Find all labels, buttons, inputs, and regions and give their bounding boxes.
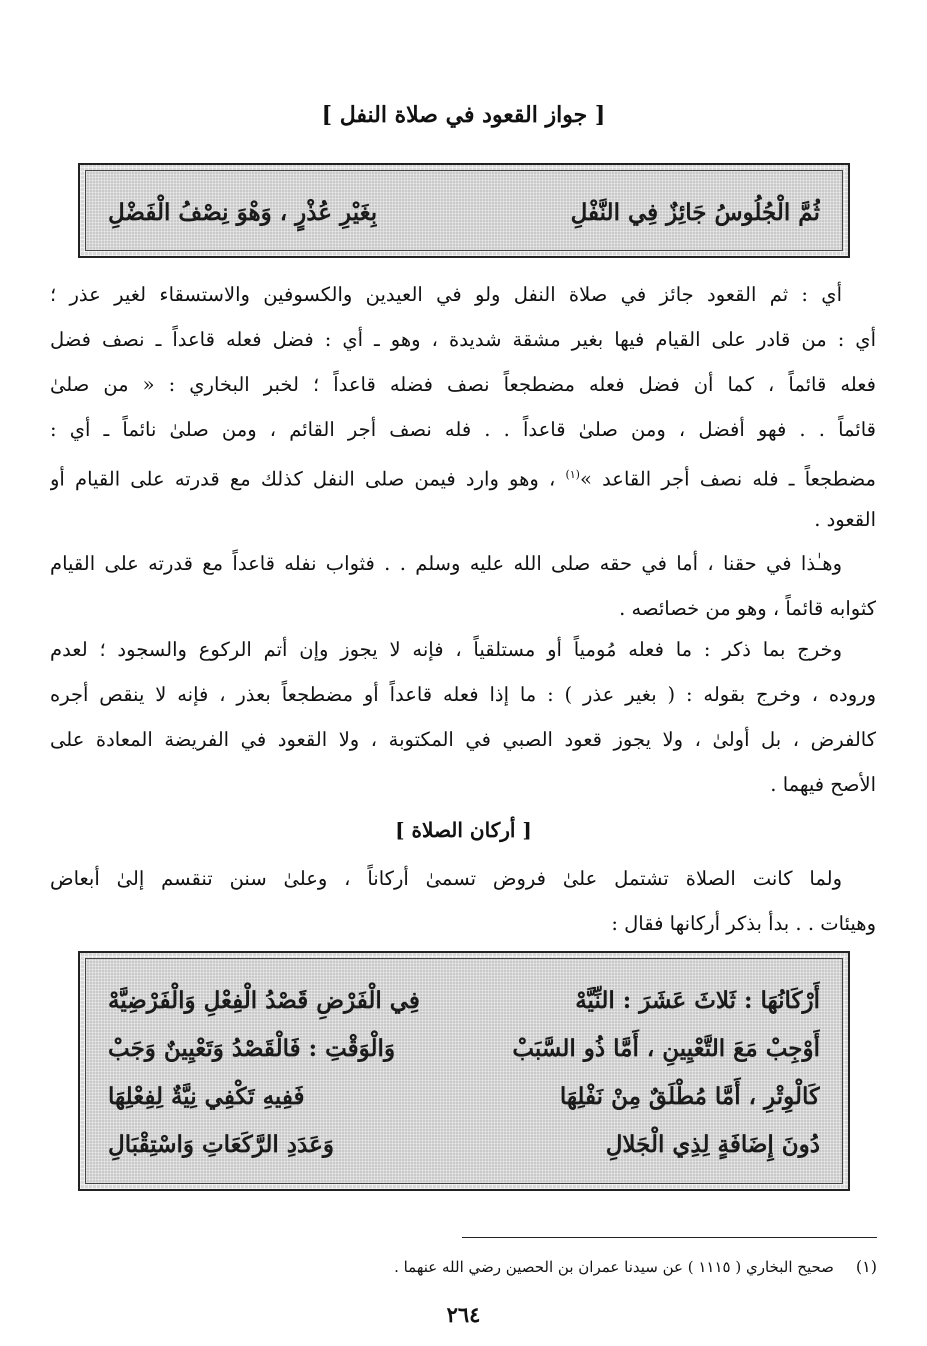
- paragraph-2-line-2: كثوابه قائماً ، وهو من خصائصه .: [619, 597, 876, 620]
- paragraph-3-line-4: الأصح فيهما .: [770, 773, 876, 796]
- footnote-number: (١): [855, 1257, 877, 1276]
- paragraph-2: [50, 541, 876, 631]
- verse-2-line-3-first-hemistich: كَالْوِتْرِ ، أَمَّا مُطْلَقٌ مِنْ نَفْلِهَا: [559, 1083, 820, 1110]
- verse-2-line-2: [86, 1025, 842, 1073]
- paragraph-3-line-1: وخرج بما ذكر : ما فعله مُومياً أو مستلقياً ، فإنه لا يجوز وإن أتم الركوع والسجود ؛ لعدم: [50, 638, 842, 661]
- verse-2-line-3: [86, 1073, 842, 1121]
- verse-box-1-inner: [85, 170, 843, 251]
- verse-1-first-hemistich: ثُمَّ الْجُلُوسُ جَائِزٌ فِي النَّفْلِ: [570, 199, 820, 226]
- footnote: [51, 1256, 877, 1278]
- footnote-text: صحيح البخاري ( ١١١٥ ) عن سيدنا عمران بن الحصين رضي الله عنهما .: [394, 1258, 834, 1276]
- verse-box-2: [78, 951, 850, 1191]
- verse-box-2-inner: [85, 958, 843, 1184]
- paragraph-1-line-1: أي : ثم القعود جائز في صلاة النفل ولو في العيدين والكسوفين والاستسقاء لغير عذر ؛: [50, 283, 842, 306]
- paragraph-3: [50, 627, 876, 807]
- paragraph-3-line-2: وروده ، وخرج بقوله : ( بغير عذر ) : ما إذا فعله قاعداً أو مضطجعاً بعذر ، فإنه لا ينقص أجره: [50, 683, 876, 706]
- verse-2-line-4-second-hemistich: وَعَدَدِ الرَّكَعَاتِ وَاسْتِقْبَالِ: [108, 1131, 334, 1158]
- verse-1-line: [86, 189, 842, 237]
- verse-2-line-2-second-hemistich: وَالْوَقْتِ : فَالْقَصْدُ وَتَعْيِينٌ وَجَبْ: [108, 1035, 396, 1062]
- verse-2-line-3-second-hemistich: فَفِيهِ تَكْفِي نِيَّةٌ لِفِعْلِهَا: [108, 1083, 305, 1110]
- page-number: ٢٦٤: [446, 1302, 481, 1327]
- section-heading-sitting-in-voluntary-prayer: [ جواز القعود في صلاة النفل ]: [321, 102, 606, 128]
- paragraph-4-line-2: وهيئات . . بدأ بذكر أركانها فقال :: [611, 912, 876, 935]
- paragraph-1-line-2: أي : من قادر على القيام فيها بغير مشقة شديدة ، وهو ـ أي : فضل فعله قاعداً ـ نصف فضل: [50, 328, 876, 351]
- verse-2-line-1: [86, 977, 842, 1025]
- paragraph-1-line-5: [50, 452, 876, 497]
- verse-2-line-1-first-hemistich: أَرْكَانُهَا : ثَلاثَ عَشَرَ : النِّيَّهْ: [575, 987, 820, 1014]
- paragraph-4: [50, 856, 876, 946]
- paragraph-2-line-1: وهـٰذا في حقنا ، أما في حقه صلى الله عليه وسلم . . فثواب نفله قاعداً مع قدرته على القيام: [50, 552, 842, 575]
- verse-2-line-4-first-hemistich: دُونَ إِضَافَةٍ لِذِي الْجَلالِ: [605, 1131, 820, 1158]
- paragraph-1-line-4: قائماً . . فهو أفضل ، ومن صلىٰ قاعداً . . فله نصف أجر القائم ، ومن صلىٰ نائماً ـ أي :: [50, 418, 876, 441]
- verse-2-line-2-first-hemistich: أَوْجِبْ مَعَ التَّعْيِينِ ، أَمَّا ذُو السَّبَبْ: [512, 1035, 820, 1062]
- verse-2-line-1-second-hemistich: فِي الْفَرْضِ قَصْدُ الْفِعْلِ وَالْفَرْضِيَّهْ: [108, 987, 420, 1014]
- paragraph-1: [50, 272, 876, 542]
- verse-2-line-4: [86, 1121, 842, 1169]
- footnote-reference[interactable]: (١): [565, 468, 580, 481]
- footnote-separator: [462, 1237, 877, 1238]
- paragraph-1-line-3: فعله قائماً ، كما أن فضل فعله مضطجعاً نصف فضله قاعداً ؛ لخبر البخاري : « من صلىٰ: [50, 373, 876, 396]
- paragraph-1-line-6: القعود .: [814, 508, 876, 531]
- paragraph-1-line-5-start: مضطجعاً ـ فله نصف أجر القاعد »: [579, 467, 876, 491]
- paragraph-4-line-1: ولما كانت الصلاة تشتمل علىٰ فروض تسمىٰ أركاناً ، وعلىٰ سنن تنقسم إلىٰ أبعاض: [50, 867, 842, 890]
- paragraph-1-line-5-tail: ، وهو وارد فيمن صلى النفل كذلك مع قدرته على القيام أو: [50, 467, 566, 491]
- paragraph-3-line-3: كالفرض ، بل أولىٰ ، ولا يجوز قعود الصبي في المكتوبة ، ولا القعود في الفريضة المعادة على: [50, 728, 876, 751]
- verse-1-second-hemistich: بِغَيْرِ عُذْرٍ ، وَهْوَ نِصْفُ الْفَضْلِ: [108, 199, 378, 226]
- verse-box-1: [78, 163, 850, 258]
- section-heading-pillars-of-prayer: [ أركان الصلاة ]: [395, 818, 532, 842]
